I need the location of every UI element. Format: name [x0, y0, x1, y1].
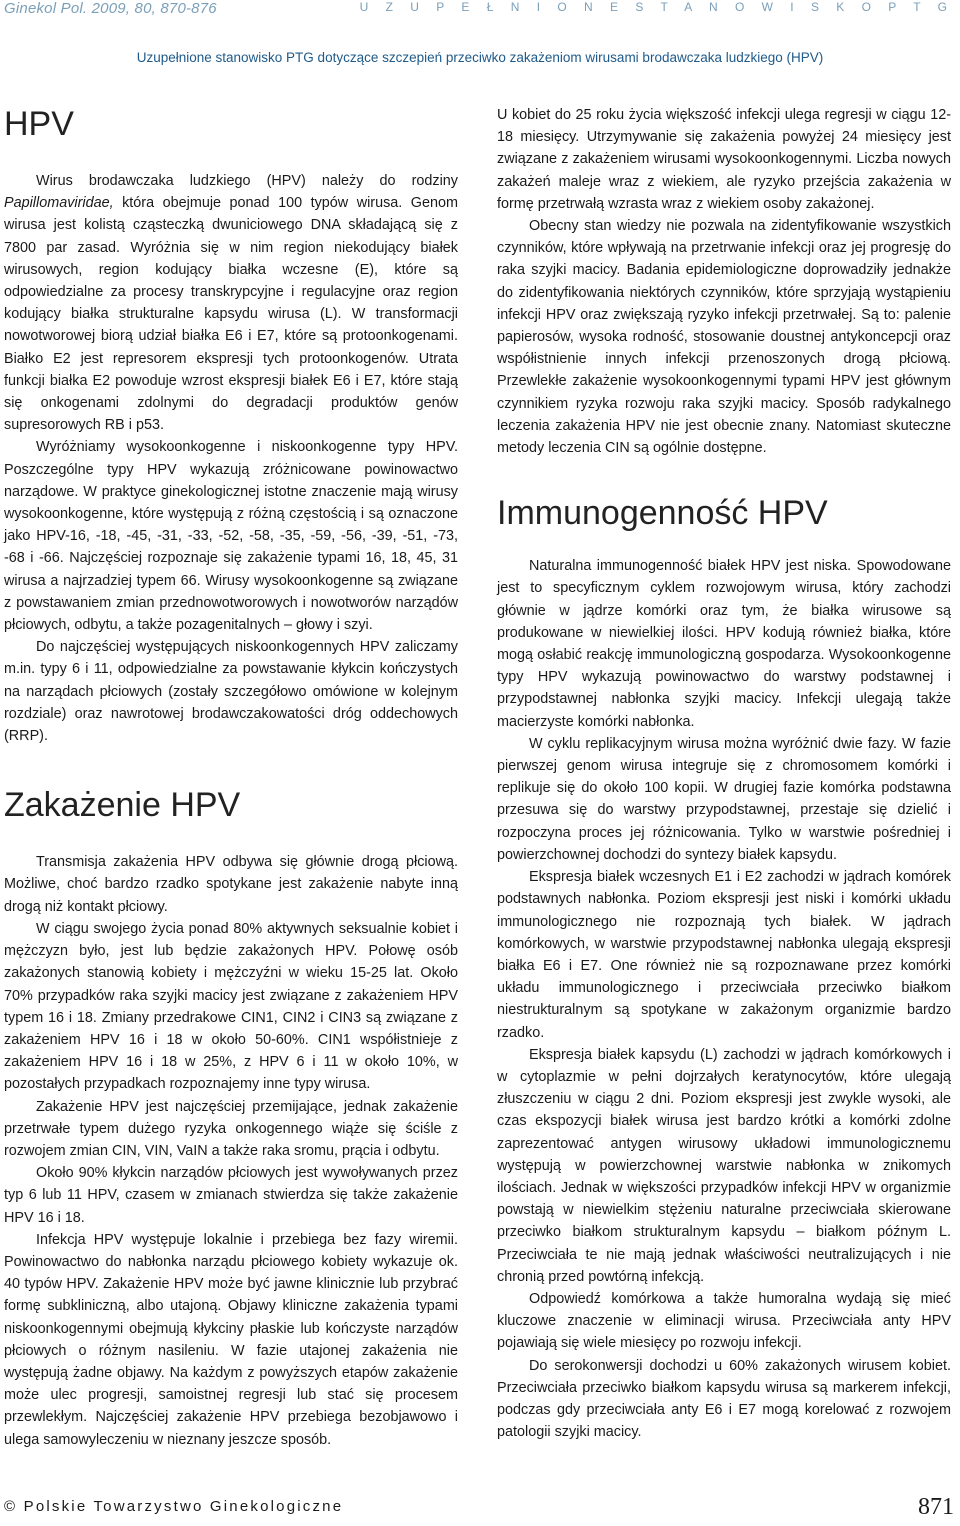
journal-citation: Ginekol Pol. 2009, 80, 870-876	[4, 0, 217, 17]
section-label: U Z U P E Ł N I O N E S T A N O W I S K O P T G	[359, 0, 954, 14]
immuno-paragraph-1: Naturalna immunogenność białek HPV jest niska. Spowodowane jest to specyficznym cyklem rozwojowym wirusa, który zachodzi głównie w jądrze komórki oraz tym, że białka wirusowe są produkowane w niewielkiej ilości. HPV kodują również białka, które mogą osłabić reakcję immunologiczną gospodarza. Wysokoonkogenne typy HPV wykazują powinowactwo do warstwy podstawnej i przypodstawnej nabłonka szyjki macicy. Infekcji ulegają także macierzyste komórki nabłonka.	[497, 558, 951, 730]
hpv-p1-start: Wirus brodawczaka ludzkiego (HPV) należy do rodziny	[36, 173, 458, 189]
immuno-paragraph-6: Do serokonwersji dochodzi u 60% zakażonych wirusem kobiet. Przeciwciała przeciwko białkom kapsydu wirusa są markerem infekcji, podczas gdy przeciwciała anty E6 i E7 mogą korelować z rozwojem patologii szyjki macicy.	[497, 1357, 951, 1441]
hpv-paragraph-1	[4, 170, 458, 436]
heading-hpv: HPV	[4, 105, 74, 143]
left-column	[4, 104, 458, 1451]
heading-immunogennosc: Immunogenność HPV	[497, 494, 828, 533]
zakazenie-paragraph-5: Infekcja HPV występuje lokalnie i przebiega bez fazy wiremii. Powinowactwo do nabłonka narządu płciowego kobiety wykazuje ok. 40 typów HPV. Zakażenie HPV może być jawne klinicznie lub przybrać formę subkliniczną, albo utajoną. Objawy kliniczne zakażenia typami niskoonkogennymi obejmują kłykciny płaskie lub kończyste narządów płciowych o różnym nasileniu. W fazie utajonej zakażenia nie występują żadne objawy. Na każdym z powyższych etapów zakażenie może ulec progresji, samoistnej regresji lub stać się procesem przewlekłym. Najczęściej zakażenie HPV przebiega bezobjawowo i ulega samowyleczeniu w nieznany jeszcze sposób.	[4, 1231, 458, 1448]
immuno-paragraph-2: W cyklu replikacyjnym wirusa można wyróżnić dwie fazy. W fazie pierwszej genom wirusa integruje się z chromosomem komórki i replikuje się do około 100 kopii. W drugiej fazie komórka podstawna przesuwa się do warstwy przypodstawnej, przestaje się dzielić i rozpoczyna proces jej różnicowania. Tylko w warstwie pośredniej i powierzchownej dochodzi do syntezy białek kapsydu.	[497, 735, 951, 863]
page-number: 871	[918, 1494, 954, 1520]
immuno-paragraph-3: Ekspresja białek wczesnych E1 i E2 zachodzi w jądrach komórek podstawnych nabłonka. Poziom ekspresji jest niski i komórki układu immunologicznego nie rozpoznają tych białek. W jądrach komórkowych, w warstwie przypodstawnej nabłonka ulegają ekspresji białka E6 i E7. One również nie są rozpoznawane przez komórki układu immunologicznego i przeciwciała przeciwko białkom niestrukturalnym są spotykane w zakażonym organizmie bardzo rzadko.	[497, 869, 951, 1041]
zakazenie-paragraph-1: Transmisja zakażenia HPV odbywa się głównie drogą płciową. Możliwe, choć bardzo rzadko spotykane jest zakażenie nabyte inną drogą niż kontakt płciowy.	[4, 854, 458, 915]
heading-zakazenie: Zakażenie HPV	[4, 786, 241, 825]
family-name: Papillomaviridae,	[4, 195, 114, 212]
copyright-society: © Polskie Towarzystwo Ginekologiczne	[4, 1498, 344, 1515]
hpv-paragraph-3: Do najczęściej występujących niskoonkogennych HPV zaliczamy m.in. typy 6 i 11, odpowiedzialne za powstawanie kłykcin kończystych na narządach płciowych (zostały szczegółowo omówione w kolejnym rozdziale) oraz nawrotowej brodawczakowatości dróg oddechowych (RRP).	[4, 639, 458, 745]
immuno-paragraph-5: Odpowiedź komórkowa a także humoralna wydają się mieć kluczowe znaczenie w eliminacji wirusa. Przeciwciała anty HPV pojawiają się wiele miesięcy po rozwoju infekcji.	[497, 1290, 951, 1352]
right-column	[497, 104, 951, 1443]
risk-factors-paragraph: Obecny stan wiedzy nie pozwala na zidentyfikowanie wszystkich czynników, które wpływają na przetrwanie infekcji oraz jej progresję do raka szyjki macicy. Badania epidemiologiczne doprowadziły jednakże do zidentyfikowania niektórych czynników, które sprzyjają wystąpieniu infekcji HPV oraz zwiększają ryzyko infekcji przetrwałej. Są to: palenie papierosów, wysoka rodność, stosowanie doustnej antykoncepcji oraz współistnienie innych infekcji przenoszonych drogą płciową. Przewlekłe zakażenie wysokoonkogennymi typami HPV jest głównym czynnikiem ryzyka rozwoju raka szyjki macicy. Sposób radykalnego leczenia zakażenia HPV nie jest obecnie znany. Natomiast skuteczne metody leczenia CIN są ogólnie dostępne.	[497, 218, 951, 457]
regression-paragraph: U kobiet do 25 roku życia większość infekcji ulega regresji w ciągu 12-18 miesięcy. Utrzymywanie się zakażenia powyżej 24 miesięcy jest związane z zakażeniem wirusami wysokoonkogennymi. Liczba nowych zakażeń maleje wraz z wiekiem, ale ryzyko przejścia zakażenia w formę przetrwałą wzrasta wraz z wiekiem osoby zakażonej.	[497, 107, 951, 212]
zakazenie-paragraph-4: Około 90% kłykcin narządów płciowych jest wywoływanych przez typ 6 lub 11 HPV, czasem w zmianach stwierdza się także zakażenie HPV 16 i 18.	[4, 1165, 458, 1226]
zakazenie-paragraph-2: W ciągu swojego życia ponad 80% aktywnych seksualnie kobiet i mężczyzn było, jest lub będzie zakażonych HPV. Połowę osób zakażonych stanowią kobiety i mężczyźni w wieku 15-25 lat. Około 70% przypadków raka szyjki macicy jest związane z zakażeniem HPV typem 16 i 18. Zmiany przedrakowe CIN1, CIN2 i CIN3 są związane z zakażeniem HPV 16 i 18 w około 50-60%. CIN1 współistnieje z zakażeniem HPV 16 i 18 w 25%, z HPV 6 i 11 w około 10%, w pozostałych przypadkach rozpoznajemy inne typy wirusa.	[4, 920, 458, 1093]
hpv-p1-rest: która obejmuje ponad 100 typów wirusa. Genom wirusa jest kolistą cząsteczką dwuniciowego DNA składającą się z 7800 par zasad. Wyróżnia się w nim region niekodujący białek wirusowych, region kodujący białka wczesne (E), które są odpowiedzialne za procesy transkrypcyjne i regulacyjne oraz region kodujący białka strukturalne kapsydu wirusa (L). W transformacji nowotworowej biorą udział białka E6 i E7, które są protoonkogenami. Białko E2 jest represorem ekspresji tych protoonkogenów. Utrata funkcji białka E2 powoduje wzrost ekspresji białek E6 i E7, które stają się onkogenami zdolnymi do degradacji produktów genów supresorowych RB i p53.	[4, 195, 458, 434]
running-title: Uzupełnione stanowisko PTG dotyczące szczepień przeciwko zakażeniom wirusami brodawczaka ludzkiego (HPV)	[136, 50, 824, 65]
zakazenie-paragraph-3: Zakażenie HPV jest najczęściej przemijające, jednak zakażenie przetrwałe typem dużego ryzyka onkogennego wiąże się ściśle z rozwojem zmian CIN, VIN, VaIN a także raka sromu, prącia i odbytu.	[4, 1098, 458, 1159]
hpv-paragraph-2: Wyróżniamy wysokoonkogenne i niskoonkogenne typy HPV. Poszczególne typy HPV wykazują zróżnicowane powinowactwo narządowe. W praktyce ginekologicznej istotne znaczenie mają wirusy wysokoonkogenne, które występują z różną częstością i są oznaczone jako HPV-16, -18, -45, -31, -33, -52, -58, -35, -59, -56, -39, -51, -73, -68 i -66. Najczęściej rozpoznaje się zakażenie typami 16, 18, 45, 31 wirusa a najrzadziej typem 66. Wirusy wysokoonkogenne są związane z powstawaniem zmian przednowotworowych i nowotworów narządów płciowych, odbytu, a także pozagenitalnych – głowy i szyi.	[4, 439, 458, 634]
immuno-paragraph-4: Ekspresja białek kapsydu (L) zachodzi w jądrach komórkowych i w cytoplazmie w pełni dojrzałych keratynocytów, które ulegają złuszczeniu w ciągu 2 dni. Poziom ekspresji jest zwykle wysoki, ale czas ekspozycji białek wirusa jest bardzo krótki a komórki zdolne zaprezentować antygen wirusowy układowi immunologicznemu występują w powierzchownej warstwie nabłonka w znikomych ilościach. Jednak w większości przypadków infekcji HPV w organizmie powstają w niewielkim stężeniu naturalne przeciwciała skierowane przeciwko białkom strukturalnym kapsydu – białkom późnym L. Przeciwciała te nie mają jednak właściwości neutralizujących i nie chronią przed powtórną infekcją.	[497, 1046, 951, 1285]
